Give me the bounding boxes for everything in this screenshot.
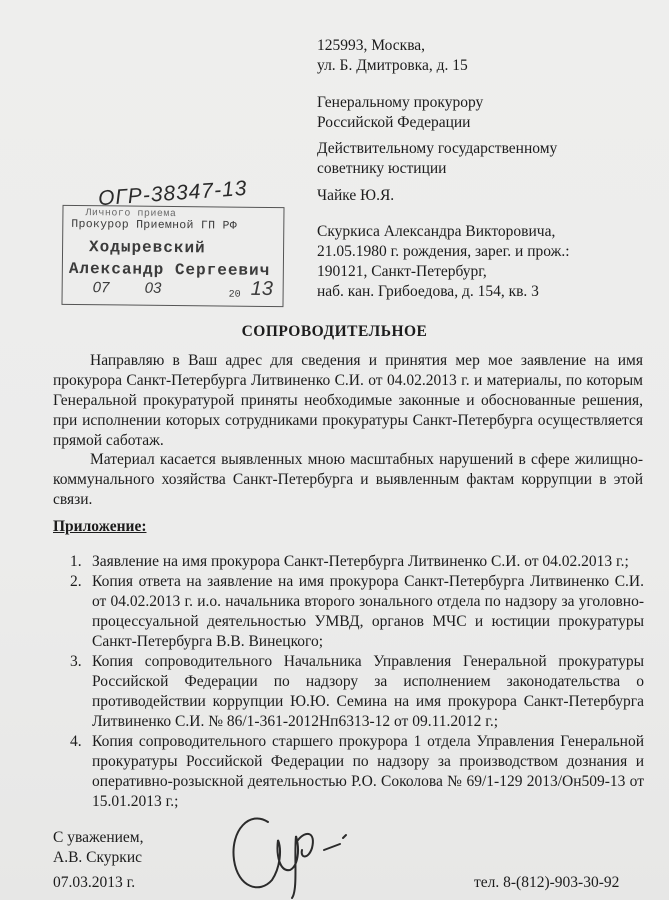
recipient-line-2: Российской Федерации bbox=[317, 114, 471, 131]
sender-address-line-2: ул. Б. Дмитровка, д. 15 bbox=[317, 57, 468, 74]
signature-icon bbox=[220, 800, 380, 900]
list-item-text: Копия ответа на заявление на имя прокурора Санкт-Петербурга Литвиненко С.И. от 04.02.2013 г. и.о. начальника второго зонального отдела по надзору за уголовно-процессуальной деятельностью УМВД, органов МЧС и юстиции прокуратуры Санкт-Петербурга В.В. Винецкого; bbox=[92, 573, 644, 650]
list-item-text: Копия сопроводительного Начальника Управления Генеральной прокуратуры Российской Федерации по надзору за исполнением законодательства о противодействии коррупции Ю.Ю. Семина на имя прокурора Санкт-Петербурга Литвиненко С.И. № 86/1-361-2012Нп6313-12 от 09.11.2012 г.; bbox=[92, 653, 644, 730]
list-item-text: Заявление на имя прокурора Санкт-Петербурга Литвиненко С.И. от 04.02.2013 г.; bbox=[92, 553, 629, 570]
recipient-rank-line-2: советнику юстиции bbox=[317, 160, 447, 177]
handwritten-registration-number: ОГР-38347-13 bbox=[97, 176, 249, 211]
stamp-day: 07 bbox=[92, 279, 110, 297]
list-item bbox=[70, 652, 644, 732]
document-title: СОПРОВОДИТЕЛЬНОЕ bbox=[241, 323, 428, 340]
from-line-4: наб. кан. Грибоедова, д. 154, кв. 3 bbox=[317, 283, 539, 300]
list-item-number: 1. bbox=[70, 553, 82, 570]
stamp-year-suffix: 13 bbox=[250, 277, 274, 301]
stamp-year-prefix: 20 bbox=[228, 289, 241, 301]
stamp-top-line: Личного приема bbox=[85, 208, 177, 221]
paragraph-1: Направляю в Ваш адрес для сведения и принятия мер мое заявление на имя прокурора Санкт-Петербурга Литвиненко С.И. от 04.02.2013 г. и материалы, по которым Генеральной прокуратурой приняты необходимые законные и обоснованные решения, при исполнении которых сотрудниками прокуратуры Санкт-Петербурга осуществляется прямой саботаж. bbox=[53, 352, 643, 449]
from-line-2: 21.05.1980 г. рождения, зарег. и прож.: bbox=[317, 243, 570, 260]
closing-regards: С уважением, bbox=[53, 829, 144, 846]
phone-number: тел. 8-(812)-903-30-92 bbox=[474, 874, 620, 891]
closing-name: А.В. Скуркис bbox=[53, 849, 143, 866]
recipient-line-1: Генеральному прокурору bbox=[317, 94, 484, 111]
paragraph-2: Материал касается выявленных мною масштабных нарушений в сфере жилищно-коммунального хозяйства Санкт-Петербурга и выявленным фактам коррупции в этой связи. bbox=[53, 451, 643, 508]
from-line-1: Скуркиса Александра Викторовича, bbox=[317, 223, 556, 240]
list-item-number: 2. bbox=[70, 573, 82, 590]
list-item bbox=[70, 552, 644, 572]
list-item-number: 4. bbox=[70, 733, 82, 750]
recipient-name: Чайке Ю.Я. bbox=[317, 187, 395, 204]
list-item bbox=[70, 572, 644, 652]
list-item-number: 3. bbox=[70, 653, 82, 670]
appendix-list bbox=[70, 552, 644, 812]
recipient-rank-line-1: Действительному государственному bbox=[317, 140, 558, 157]
reception-stamp bbox=[61, 205, 284, 307]
from-line-3: 190121, Санкт-Петербург, bbox=[317, 263, 487, 280]
sender-address-line-1: 125993, Москва, bbox=[317, 37, 426, 54]
stamp-office: Прокурор Приемной ГП РФ bbox=[71, 217, 238, 233]
stamp-name: Александр Сергеевич bbox=[68, 259, 271, 281]
list-item-text: Копия сопроводительного старшего прокурора 1 отдела Управления Генеральной прокуратуры Российской Федерации по надзору за производством дознания и оперативно-розыскной деятельностью Р.О. Соколова № 69/1-129 2013/Он509-13 от 15.01.2013 г.; bbox=[92, 733, 644, 810]
appendix-heading: Приложение: bbox=[53, 518, 147, 535]
stamp-month: 03 bbox=[144, 279, 162, 297]
stamp-surname: Ходыревский bbox=[88, 238, 206, 258]
document-date: 07.03.2013 г. bbox=[53, 874, 136, 891]
